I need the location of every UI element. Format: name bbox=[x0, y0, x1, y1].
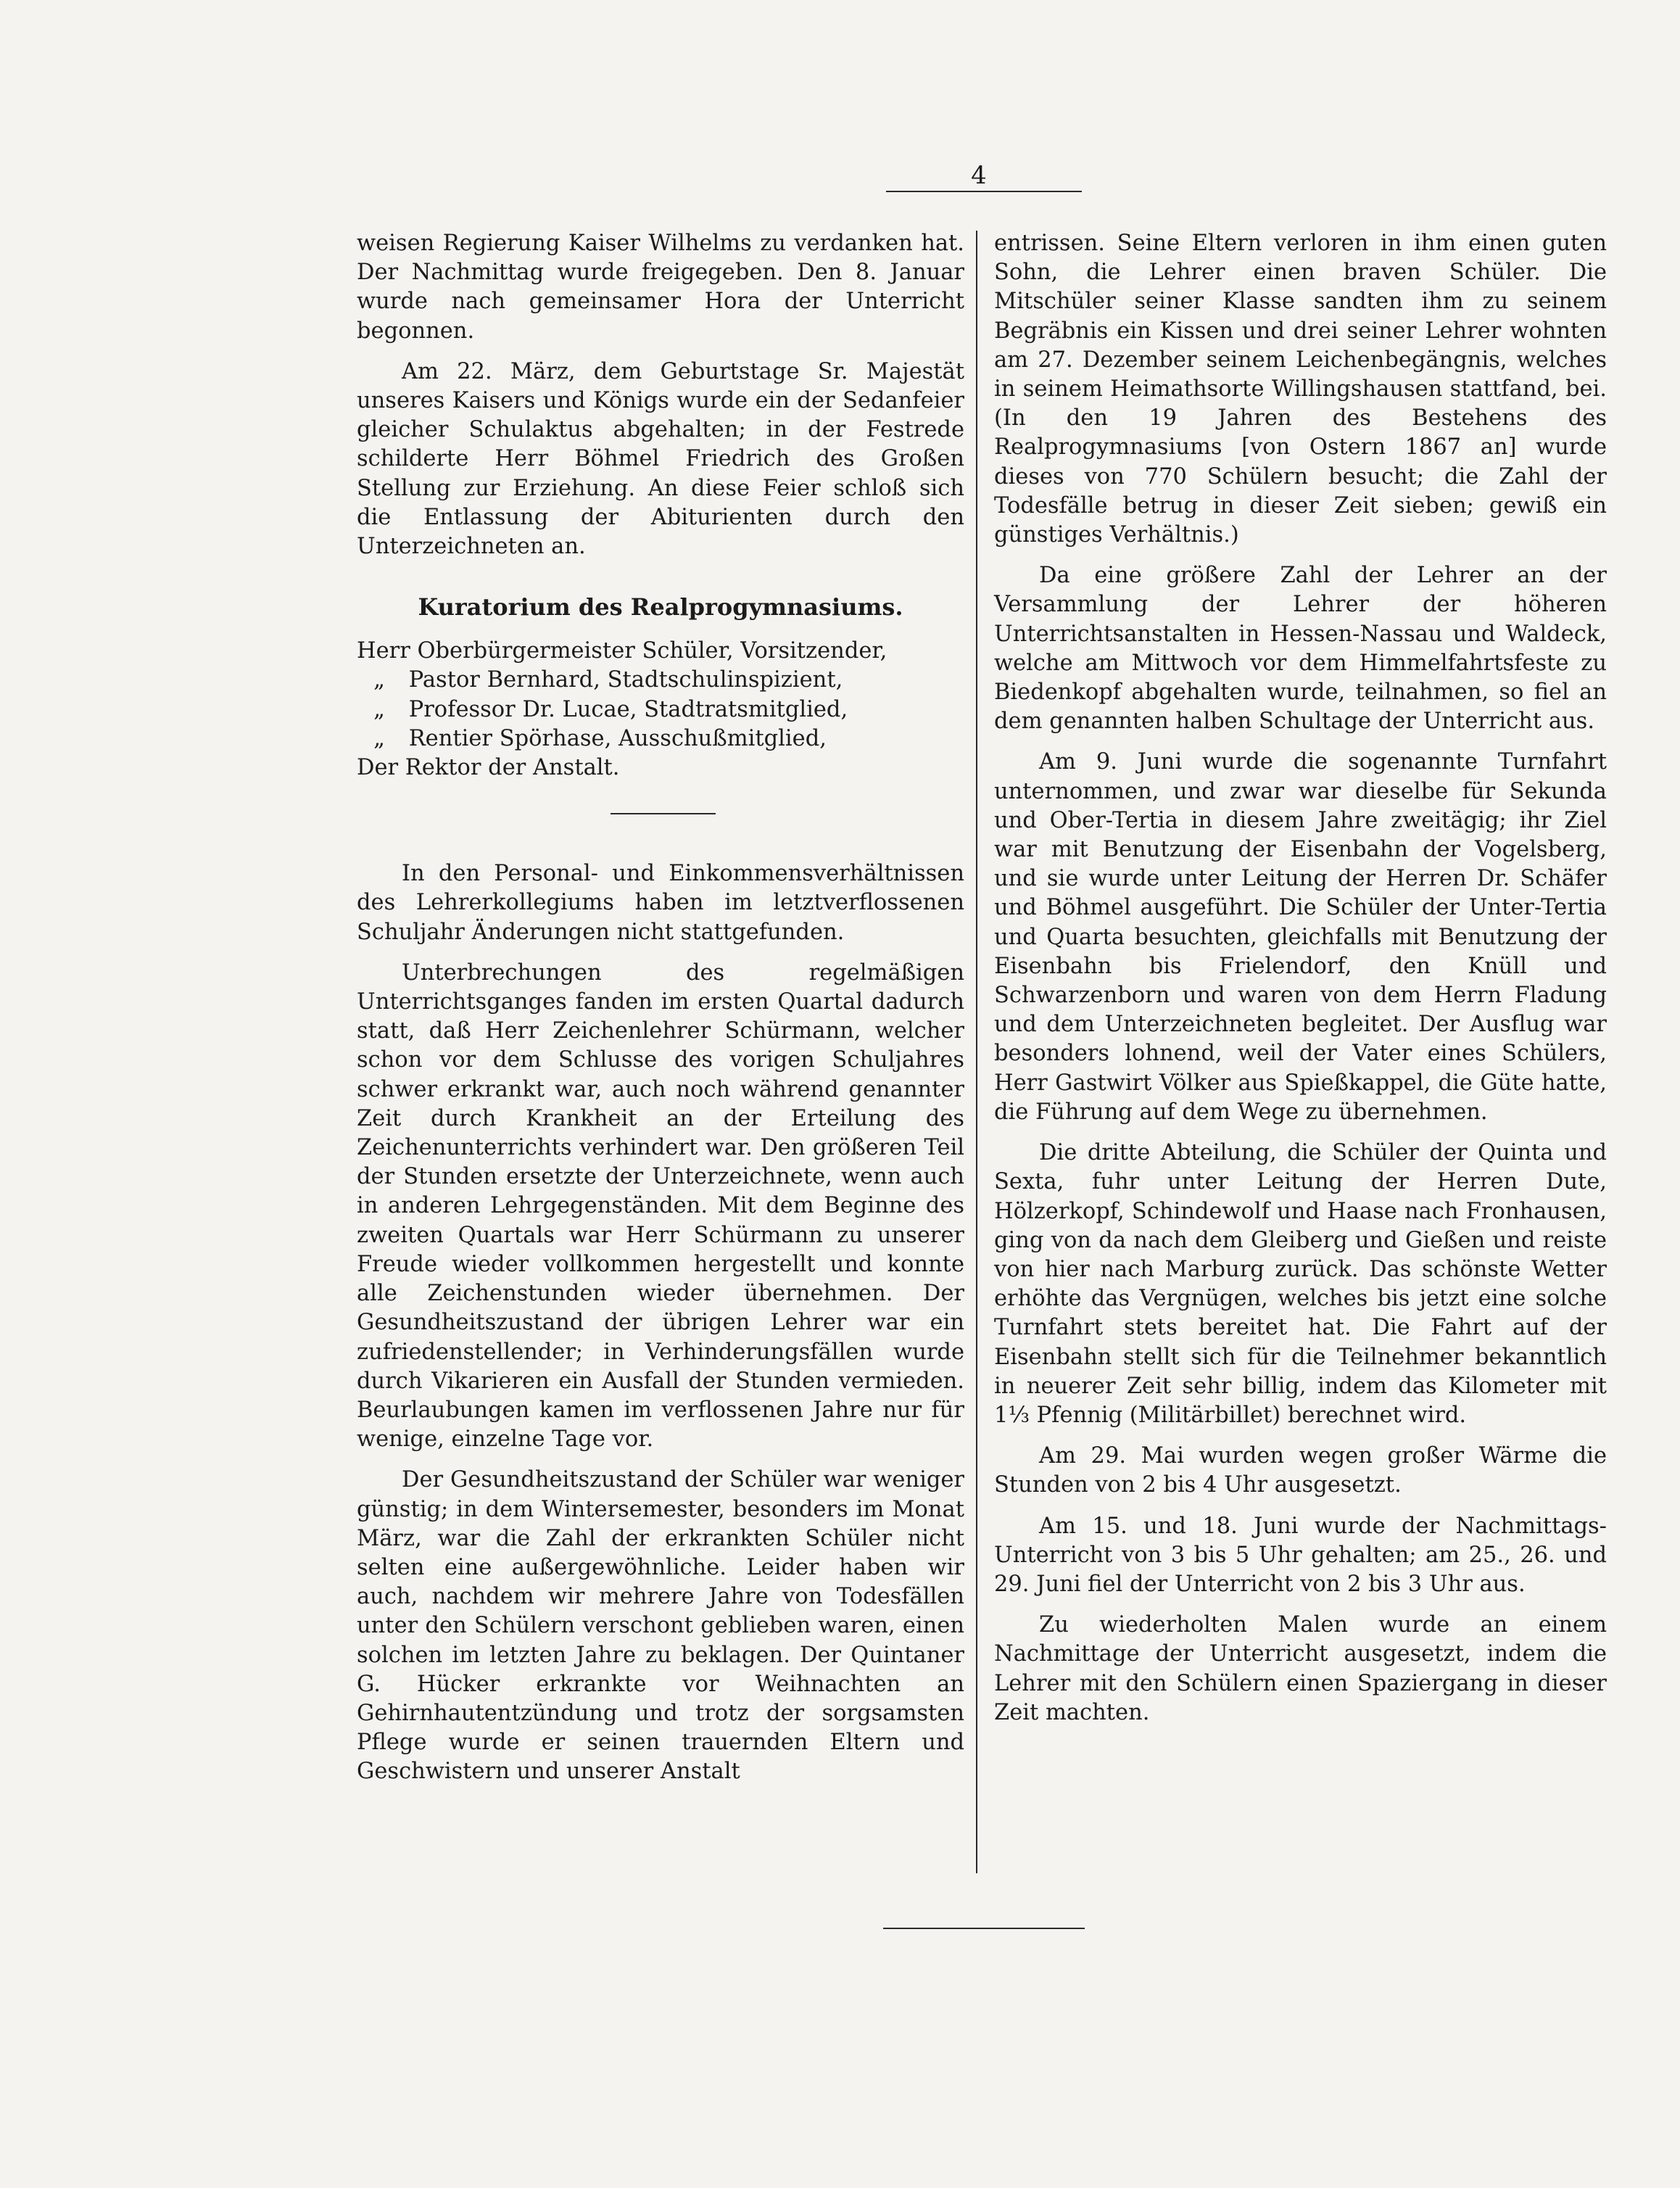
paragraph: Die dritte Abteilung, die Schüler der Quinta und Sexta, fuhr unter Leitung der Herren Dute, Hölzerkopf, Schindewolf und Haase nach Fronhausen, ging von da nach dem Gleiberg und Gießen und reiste von hier nach Marburg zurück. Das schönste Wetter erhöhte das Vergnügen, welches bis jetzt eine solche Turnfahrt stets bereitet hat. Die Fahrt auf der Eisenbahn stellt sich für die Teilnehmer bekanntlich in neuerer Zeit sehr billig, indem das Kilometer mit 1⅓ Pfennig (Militärbillet) berechnet wird. bbox=[994, 1140, 1607, 1428]
curator-entry: Der Rektor der Anstalt. bbox=[357, 755, 620, 781]
ditto-mark: „ bbox=[373, 667, 385, 693]
list-item bbox=[357, 754, 964, 783]
section-divider bbox=[611, 813, 716, 814]
paragraph: Der Gesundheitszustand der Schüler war weniger günstig; in dem Wintersemester, besonders im Monat März, war die Zahl der erkrankten Schüler nicht selten eine außergewöhnliche. Leider haben wir auch, nachdem wir mehrere Jahre von Todesfällen unter den Schülern verschont geblieben waren, einen solchen im letzten Jahre zu beklagen. Der Quintaner G. Hücker erkrankte vor Weihnachten an Gehirnhautentzündung und trotz der sorgsamsten Pflege wurde er seinen trauernden Eltern und Geschwistern und unserer Anstalt bbox=[357, 1467, 964, 1785]
paragraph: Am 9. Juni wurde die sogenannte Turnfahrt unternommen, und zwar war dieselbe für Sekunda und Ober-Tertia in diesem Jahre zweitägig; ihr Ziel war mit Benutzung der Eisenbahn der Vogelsberg, und sie wurde unter Leitung der Herren Dr. Schäfer und Böhmel ausgeführt. Die Schüler der Unter-Tertia und Quarta besuchten, gleichfalls mit Benutzung der Eisenbahn bis Frielendorf, den Knüll und Schwarzenborn und waren von dem Herrn Fladung und dem Unterzeichneten begleitet. Der Ausflug war besonders lohnend, weil der Vater eines Schülers, Herr Gastwirt Völker aus Spießkappel, die Güte hatte, die Führung auf dem Wege zu übernehmen. bbox=[994, 749, 1607, 1125]
curator-list bbox=[357, 637, 964, 783]
paragraph: entrissen. Seine Eltern verloren in ihm einen guten Sohn, die Lehrer einen braven Schüler. Die Mitschüler seiner Klasse sandten ihm zu seinem Begräbnis ein Kissen und drei seiner Lehrer wohnten am 27. Dezember seinem Leichenbegängnis, welches in seinem Heimathsorte Willingshausen stattfand, bei. (In den 19 Jahren des Bestehens des Realprogymnasiums [von Ostern 1867 an] wurde dieses von 770 Schülern besucht; die Zahl der Todesfälle betrug in dieser Zeit sieben; gewiß ein günstiges Verhältnis.) bbox=[994, 231, 1607, 548]
paragraph: Am 29. Mai wurden wegen großer Wärme die Stunden von 2 bis 4 Uhr ausgesetzt. bbox=[994, 1443, 1607, 1498]
left-column bbox=[357, 229, 964, 1799]
paragraph: Zu wiederholten Malen wurde an einem Nachmittage der Unterricht ausgesetzt, indem die Lehrer mit den Schülern einen Spaziergang in dieser Zeit machten. bbox=[994, 1612, 1607, 1725]
footer-rule bbox=[883, 1928, 1085, 1929]
list-item bbox=[357, 724, 964, 754]
curator-entry: Rentier Spörhase, Ausschußmitglied, bbox=[408, 725, 827, 751]
paragraph: Am 15. und 18. Juni wurde der Nachmittags-Unterricht von 3 bis 5 Uhr gehalten; am 25., 26. und 29. Juni fiel der Unterricht von 2 bis 3 Uhr aus. bbox=[994, 1513, 1607, 1597]
header-rule bbox=[886, 191, 1082, 192]
left-paragraphs-before bbox=[357, 229, 964, 561]
paragraph: Unterbrechungen des regelmäßigen Unterrichtsganges fanden im ersten Quartal dadurch statt, daß Herr Zeichenlehrer Schürmann, welcher schon vor dem Schlusse des vorigen Schuljahres schwer erkrankt war, auch noch während genannter Zeit durch Krankheit an der Erteilung des Zeichenunterrichts verhindert war. Den größeren Teil der Stunden ersetzte der Unterzeichnete, wenn auch in anderen Lehrgegenständen. Mit dem Beginne des zweiten Quartals war Herr Schürmann zu unserer Freude wieder vollkommen hergestellt und konnte alle Zeichenstunden wieder übernehmen. Der Gesundheitszustand der übrigen Lehrer war ein zufriedenstellender; in Verhinderungsfällen wurde durch Vikarieren ein Ausfall der Stunden vermieden. Beurlaubungen kamen im verflossenen Jahre nur für wenige, einzelne Tage vor. bbox=[357, 959, 964, 1453]
list-item bbox=[357, 695, 964, 724]
paragraph: Da eine größere Zahl der Lehrer an der Versammlung der Lehrer der höheren Unterrichtsanstalten in Hessen-Nassau und Waldeck, welche am Mittwoch vor dem Himmelfahrtsfeste zu Biedenkopf abgehalten wurde, teilnahmen, so fiel an dem genannten halben Schultage der Unterricht aus. bbox=[994, 563, 1607, 735]
column-separator bbox=[976, 231, 977, 1873]
list-item bbox=[357, 637, 964, 666]
paragraph: weisen Regierung Kaiser Wilhelms zu verdanken hat. Der Nachmittag wurde freigegeben. Den 8. Januar wurde nach gemeinsamer Hora der Unterricht begonnen. bbox=[357, 231, 964, 344]
curator-entry: Pastor Bernhard, Stadtschulinspizient, bbox=[408, 667, 843, 693]
ditto-mark: „ bbox=[373, 696, 385, 722]
curator-entry: Oberbürgermeister Schüler, Vorsitzender, bbox=[417, 638, 887, 664]
right-column bbox=[994, 229, 1607, 1739]
section-heading: Kuratorium des Realprogymnasiums. bbox=[418, 593, 903, 622]
ditto-mark: „ bbox=[373, 725, 385, 751]
paragraph: Am 22. März, dem Geburtstage Sr. Majestät unseres Kaisers und Königs wurde ein der Sedanfeier gleicher Schulaktus abgehalten; in der Festrede schilderte Herr Böhmel Friedrich des Großen Stellung zur Erziehung. An diese Feier schloß sich die Entlassung der Abiturienten durch den Unterzeichneten an. bbox=[357, 358, 964, 560]
left-paragraphs-after bbox=[357, 859, 964, 1786]
ditto-mark: Herr bbox=[357, 638, 410, 664]
page-number: 4 bbox=[971, 161, 987, 190]
curator-entry: Professor Dr. Lucae, Stadtratsmitglied, bbox=[408, 696, 848, 722]
list-item bbox=[357, 666, 964, 695]
paragraph: In den Personal- und Einkommensverhältnissen des Lehrerkollegiums haben im letztverflossenen Schuljahr Änderungen nicht stattgefunden. bbox=[357, 861, 964, 945]
